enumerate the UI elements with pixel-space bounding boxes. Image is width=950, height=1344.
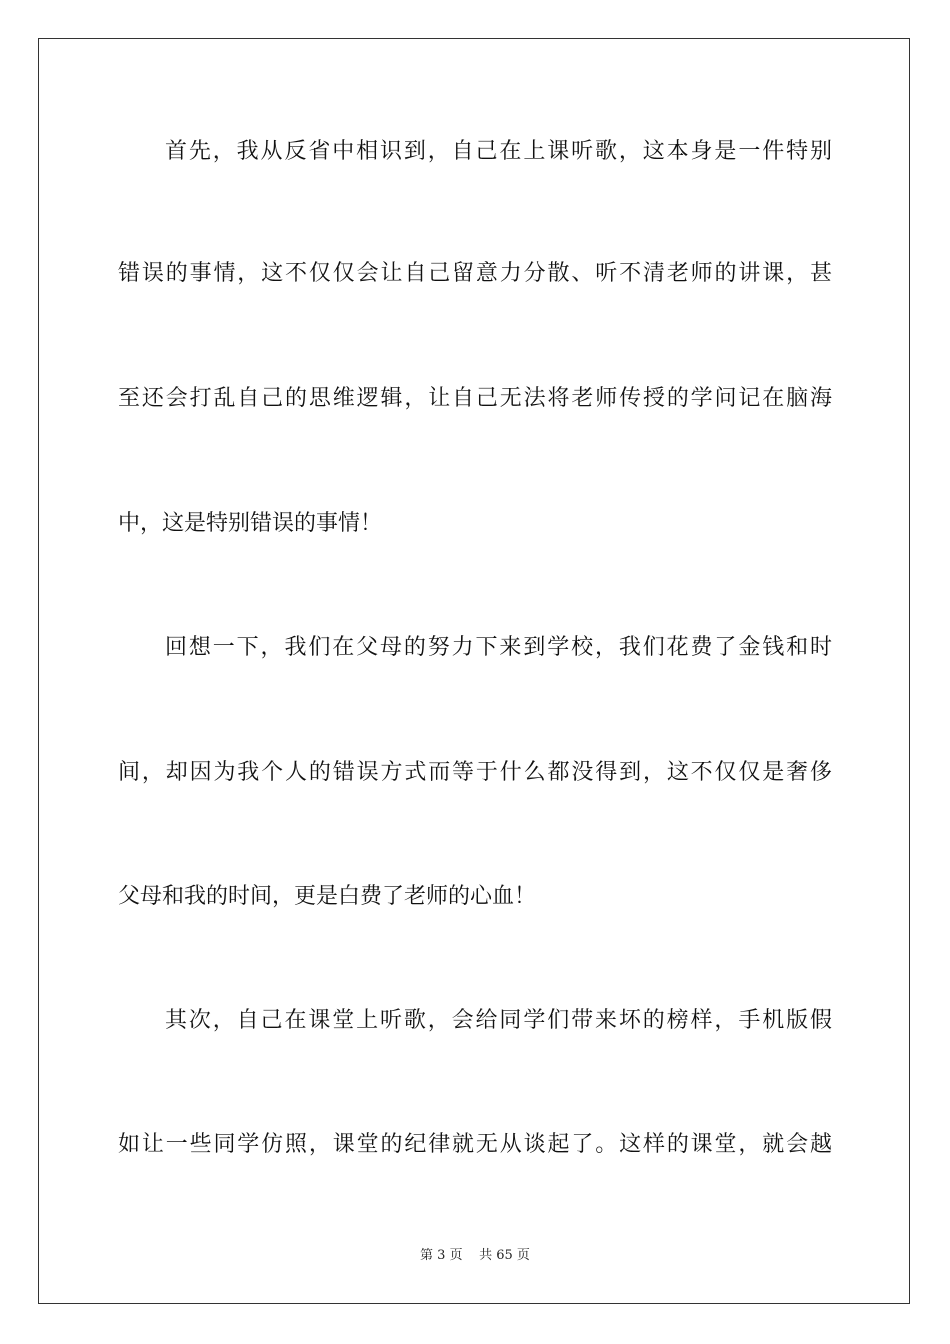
page-total: 共 65 页 xyxy=(479,1248,530,1263)
paragraph-line: 中，这是特别错误的事情！ xyxy=(118,511,383,536)
paragraph-line: 错误的事情，这不仅仅会让自己留意力分散、听不清老师的讲课，甚 xyxy=(118,261,832,286)
paragraph-line: 首先，我从反省中相识到，自己在上课听歌，这本身是一件特别 xyxy=(165,139,832,164)
paragraph-line: 其次，自己在课堂上听歌，会给同学们带来坏的榜样，手机版假 xyxy=(165,1008,832,1033)
page-footer xyxy=(0,1247,950,1265)
paragraph-line: 如让一些同学仿照，课堂的纪律就无从谈起了。这样的课堂，就会越 xyxy=(118,1132,832,1157)
paragraph-line: 回想一下，我们在父母的努力下来到学校，我们花费了金钱和时 xyxy=(165,635,832,660)
paragraph-line: 间，却因为我个人的错误方式而等于什么都没得到，这不仅仅是奢侈 xyxy=(118,760,832,785)
page-frame xyxy=(38,38,910,1304)
page-number: 第 3 页 xyxy=(420,1248,463,1263)
paragraph-line: 父母和我的时间，更是白费了老师的心血！ xyxy=(118,884,537,909)
paragraph-line: 至还会打乱自己的思维逻辑，让自己无法将老师传授的学问记在脑海 xyxy=(118,386,832,411)
